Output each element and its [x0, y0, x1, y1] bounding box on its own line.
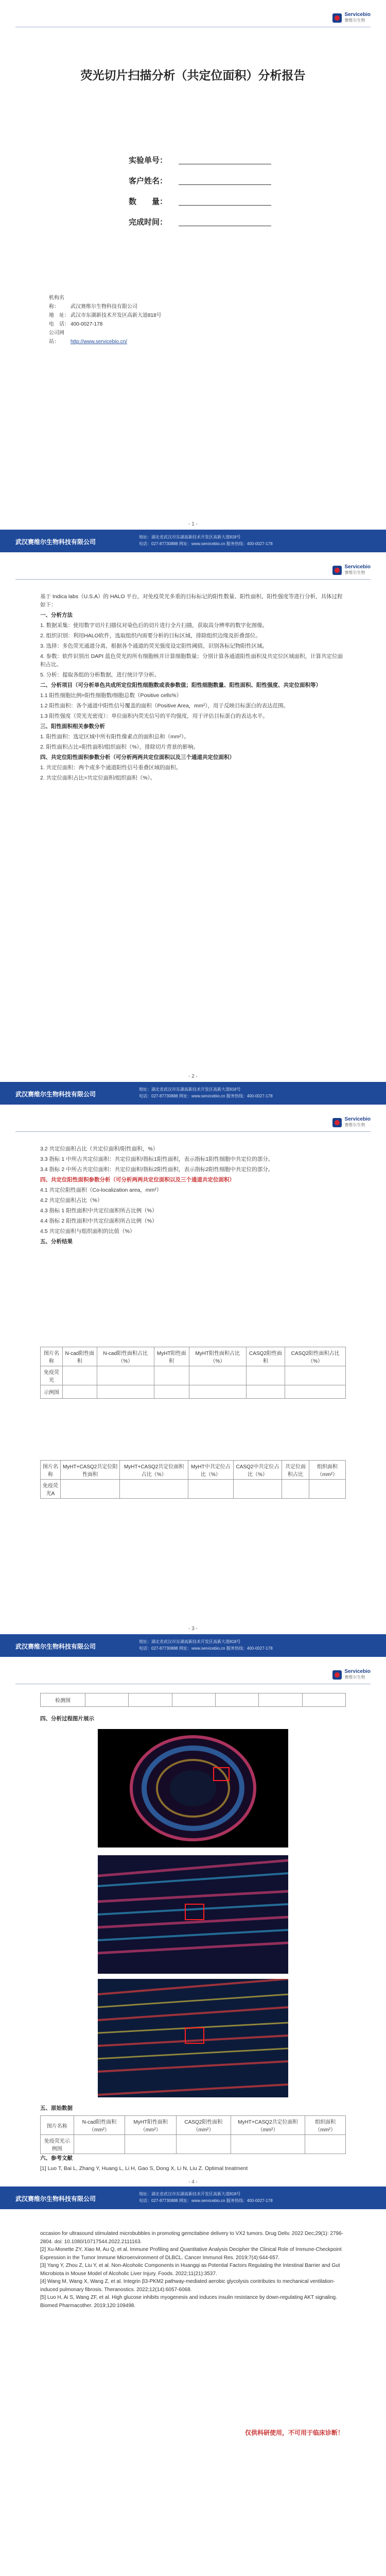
section-heading: 六、参考文献	[40, 2155, 73, 2161]
footer-company: 武汉赛维尔生物科技有限公司	[15, 538, 96, 546]
references-list	[40, 2230, 346, 2310]
field-label: 实验单号：	[129, 156, 168, 165]
section-heading: 五、分析结果	[40, 1239, 73, 1245]
page-number: - 1 -	[188, 521, 198, 527]
table-header-row: 图片名称 MyHT+CASQ2共定位阳性面积 MyHT+CASQ2共定位面积占比（%） MyHT中共定位占比（%） CASQ2中共定位占比（%） 共定位面积占比 组织面积（mm²）	[41, 1461, 346, 1480]
brand-logo: Servicebio 赛维尔生物	[332, 565, 371, 575]
brand-logo-icon	[332, 1118, 342, 1127]
field-underline	[179, 184, 271, 185]
brand-logo: Servicebio 赛维尔生物	[332, 1669, 371, 1680]
org-name: 武汉赛维尔生物科技有限公司	[71, 304, 137, 310]
page-footer: 武汉赛维尔生物科技有限公司 地址：湖北省武汉市东湖高新技术开发区高新大道818号 电话：027-87730888 网址：www.servicebio.cn 服务热线：400-0027-178	[0, 530, 386, 552]
org-info: 机构名称： 武汉赛维尔生物科技有限公司 地 址： 武汉市东湖新技术开发区高新大道818号 电 话： 400-0027-178 公司网站： http://www.servicebio.cn/	[49, 295, 162, 345]
report-page-3	[0, 1105, 386, 1657]
result-table-1	[40, 1347, 346, 1399]
fluorescence-overview-image	[98, 1729, 288, 1848]
raw-data-table	[40, 2115, 346, 2154]
org-phone: 400-0027-178	[71, 321, 103, 327]
result-table-2	[40, 1460, 346, 1499]
field-underline	[179, 205, 271, 206]
reference-item: [4] Wang M, Wang X, Wang Z, et al. Integrin β3-PKM2 pathway-mediated aerobic glycolysis contributes to mechanical ventilation-induced pulmonary fibrosis. Theranostics. 2022;12(14):6057-6068.	[40, 2279, 335, 2293]
page-footer: 武汉赛维尔生物科技有限公司 地址：湖北省武汉市东湖高新技术开发区高新大道818号 电话：027-87730888 网址：www.servicebio.cn 服务热线：400-0027-178	[0, 1634, 386, 1657]
page-number: - 3 -	[188, 1626, 198, 1632]
section-heading: 一、分析方法	[40, 612, 73, 618]
page-number: - 4 -	[188, 2179, 198, 2185]
fluorescence-zoom-image-1	[98, 1855, 288, 1974]
report-page-5	[0, 2209, 386, 2576]
field-label: 数 量：	[129, 197, 168, 206]
research-use-notice: 仅供科研使用，不可用于临床诊断！	[244, 2429, 344, 2436]
brand-logo	[332, 12, 371, 23]
report-page-4	[0, 1657, 386, 2209]
section-heading: 五、原始数据	[40, 2105, 73, 2111]
report-title: 荧光切片扫描分析（共定位面积）分析报告	[80, 69, 306, 82]
field-quantity	[129, 196, 178, 207]
page-number: - 2 -	[188, 1074, 198, 1079]
field-label: 完成时间：	[129, 218, 168, 227]
field-finish-time	[129, 216, 178, 227]
fluorescence-zoom-image-2	[98, 1979, 288, 2097]
field-customer	[129, 175, 178, 186]
table-header-row: 图片名称 N-cad阳性面积（mm²） MyHT阳性面积（mm²） CASQ2阳性面积（mm²） MyHT+CASQ2共定位面积（mm²） 组织面积（mm²）	[41, 2116, 346, 2135]
brand-name: Servicebio	[344, 12, 371, 18]
org-address: 武汉市东湖新技术开发区高新大道818号	[71, 313, 162, 318]
page-header	[15, 562, 371, 579]
brand-logo-icon	[332, 13, 342, 23]
brand-logo: Servicebio 赛维尔生物	[332, 1117, 371, 1128]
page-header	[15, 9, 371, 27]
method-section: 基于 Indica labs（U.S.A）的 HALO 平台，对免疫荧光多重的目标标记的阳性数量、阳性面积、阳性强度等进行分析，具体过程如下： 一、分析方法 1. 数据采集：使用数字切片扫描仪对染色后的切片进行全片扫描，获取高分辨率的数字化图像。 2. 组织识别：利用HALO软件，选取组织内需要分析的目标区域，排除组织边缘及折叠部位。 3. 选择：多色荧光通道分离，根据各个通道的荧光强度设定阳性阈值，识别各标记物阳性区域。 4. 参数：软件识别出 DAPI 蓝色荧光的所有细胞核并计算细胞数量；分别计算各通道阳性面积及共定位区域面积，计算共定位面积占比。 5. 分析：提取各组的分析数据，进行统计学分析。 二、分析项目（可分析单色共成所定位阳性细胞数或表参数值；阳性细胞数量、阳性面积、阳性强度、共定位面积等） 1.1 阳性细胞比例=阳性细胞数/细胞总数（Positive cells%） 1.2 阳性面积：各个通道中阳性信号覆盖的面积（Positive Area，mm²），用于反映目标蛋白的表达范围。 1.3 阳性强度（荧光光密度）：单位面积内荧光信号的平均强度，用于评估目标蛋白的表达水平。 三、阳性面积相关参数分析 1. 阳性面积：选定区域中所有阳性像素点的面积总和（mm²）。 2. 阳性面积占比=阳性面积/组织面积（%），排除切片背景的影响。 四、共定位阳性面积参数分析（可分析两两共定位面积以及三个通道共定位面积） 1. 共定位面积：两个或多个通道阳性信号重叠区域的面积。 2. 共定位面积占比=共定位面积/组织面积（%）。	[40, 592, 346, 784]
table-row: 免疫荧光A	[41, 1480, 346, 1499]
section-heading: 二、分析项目（可分析单色共成所定位阳性细胞数或表参数值；阳性细胞数量、阳性面积、阳性强度、共定位面积等）	[40, 682, 321, 688]
colocalization-image	[98, 1979, 288, 2097]
table-row: 示例图	[41, 1385, 346, 1399]
parameters-section: 3.2 共定位面积占比（共定位面积/阳性面积，%） 3.3 指标 1 中所占共定位面积：共定位面积/指标1阳性面积，表示指标1阳性细胞中共定位的部分。 3.4 指标 2 中所占共定位面积：共定位面积/指标2阳性面积，表示指标2阳性细胞中共定位的部分。 四、共定位阳性面积参数分析（可分析两两共定位面积以及三个通道共定位面积） 4.1 共定位阳性面积（Co-localization area，mm²） 4.2 共定位面积占比（%） 4.3 指标 1 阳性面积中共定位面积所占比例（%） 4.4 指标 2 阳性面积中共定位面积所占比例（%） 4.5 共定位面积与组织面积的比值（%） 五、分析结果	[40, 1145, 346, 1248]
reference-item: [2] Xu-Monette ZY, Xiao M, Au Q, et al. Immune Profiling and Quantitative Analysis Decipher the Clinical Role of Immune-Checkpoint Expression in the Tumor Immune Microenvironment of DLBCL. Cancer Immunol Res. 2019;7(4):644-657.	[40, 2247, 342, 2261]
result-table-2-continued	[40, 1693, 346, 1707]
section-heading: 四、共定位阳性面积参数分析（可分析两两共定位面积以及三个通道共定位面积）	[40, 754, 235, 760]
reference-item: [3] Yang Y, Zhou Z, Liu Y, et al. Non-Alcoholic Components in Huangqi as Potential Factors Regulating the Intestinal Barrier and Gut Microbiota in Mouse Model of Alcoholic Liver Injury. Foods. 2022;11(21):3537.	[40, 2263, 340, 2277]
field-label: 客户姓名：	[129, 177, 168, 185]
reference-item: [5] Luo H, Ai S, Wang ZF, et al. High glucose inhibits myogenesis and induces insulin resistance by down-regulating AKT signaling. Biomed Pharmacother. 2019;120:109498.	[40, 2295, 337, 2309]
section-heading: 三、阳性面积相关参数分析	[40, 723, 105, 730]
page-footer: 武汉赛维尔生物科技有限公司 地址：湖北省武汉市东湖高新技术开发区高新大道818号 电话：027-87730888 网址：www.servicebio.cn 服务热线：400-0027-178	[0, 1082, 386, 1105]
table-header-row: 图片名称 N-cad阳性面积 N-cad阳性面积占比（%） MyHT阳性面积 MyHT阳性面积占比（%） CASQ2阳性面积 CASQ2阳性面积占比（%）	[41, 1347, 346, 1366]
zoomed-fluorescence-image	[98, 1855, 288, 1974]
reference-item: occasion for ultrasound stimulated microbubbles in promoting gemcitabine delivery to VX2 tumors. Drug Deliv. 2022 Dec;29(1): 2796-2804. doi: 10.1080/10717544.2022.2111163.	[40, 2231, 343, 2245]
page-footer: 武汉赛维尔生物科技有限公司 地址：湖北省武汉市东湖高新技术开发区高新大道818号 电话：027-87730888 网址：www.servicebio.cn 服务热线：400-0027-178	[0, 2187, 386, 2209]
org-website-link[interactable]: http://www.servicebio.cn/	[71, 339, 128, 345]
table-row: 免疫荧光示例图	[41, 2135, 346, 2154]
reference-item: [1] Luo T, Bai L, Zhang Y, Huang L, Li H, Gao S, Dong X, Li N, Liu Z. Optimal treatment	[40, 2165, 248, 2172]
field-order-no	[129, 155, 178, 165]
report-page-2	[0, 552, 386, 1105]
brand-sub: 赛维尔生物	[344, 18, 365, 23]
brand-logo-icon	[332, 566, 342, 575]
page-header	[15, 1114, 371, 1131]
tissue-fluorescence-image	[98, 1729, 288, 1848]
section-heading: 四、分析过程图片展示	[40, 1716, 94, 1722]
page-header	[15, 1666, 371, 1684]
brand-logo-icon	[332, 1670, 342, 1680]
table-row: 检测图	[41, 1693, 346, 1707]
section-heading: 四、共定位阳性面积参数分析（可分析两两共定位面积以及三个通道共定位面积）	[40, 1177, 235, 1183]
report-page-1	[0, 0, 386, 552]
references-start	[40, 2154, 346, 2175]
table-row: 免疫荧光	[41, 1366, 346, 1385]
